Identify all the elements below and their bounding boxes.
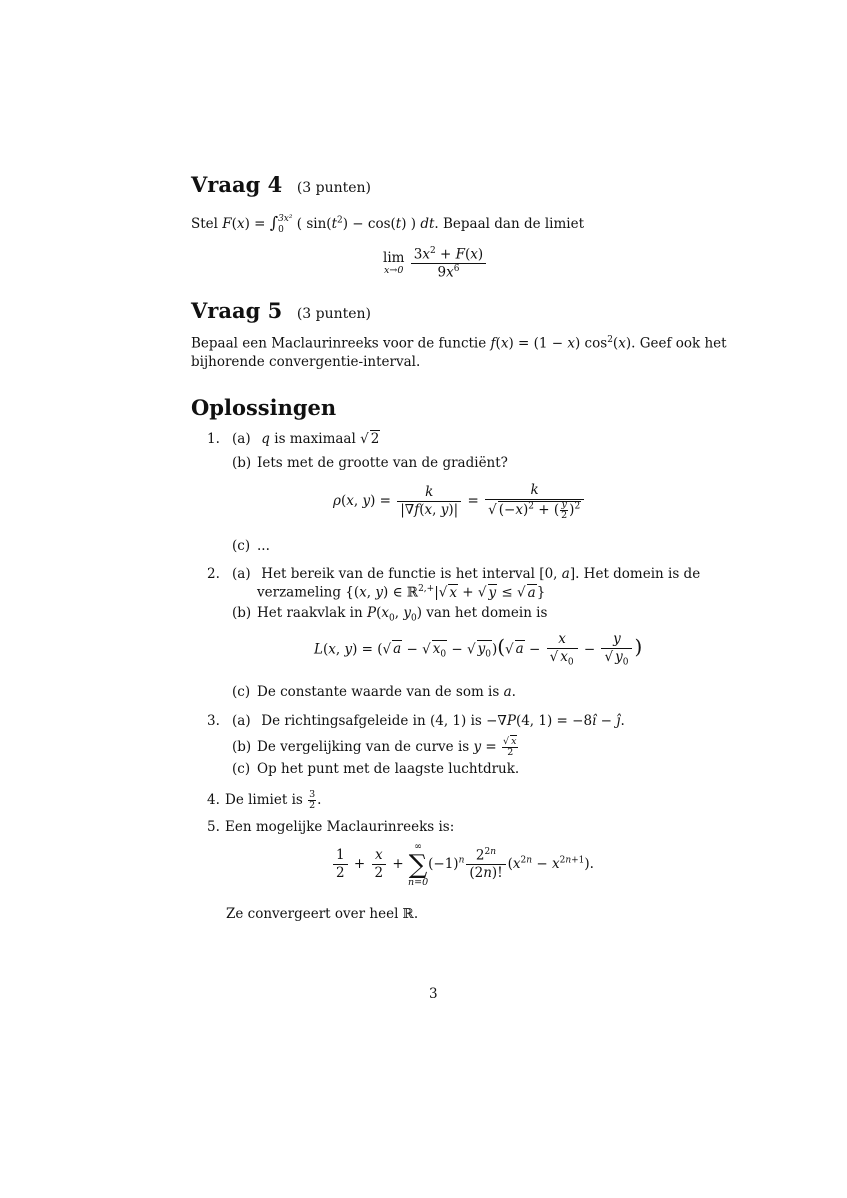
solution-5-conclusion: Ze convergeert over heel ℝ.: [226, 906, 419, 922]
question-5-text-line-2: bijhorende convergentie-interval.: [191, 354, 421, 370]
page-number: 3: [429, 986, 438, 1002]
question-4-limit-formula: lim x→0 $\frac{3x^2 + F(x)}{9x^6}$: [383, 246, 488, 282]
solution-2-b: (b) Het raakvlak in $P(x_0$, $y_0$) van het domein is: [232, 605, 548, 624]
solution-3-a: 3. (a) De richtingsafgeleide in (4, 1) is −∇P(4, 1) = −8î − ĵ.: [207, 713, 625, 729]
solution-1-a: 1. (a) q is maximaal √ 2: [207, 431, 380, 447]
solution-2-c: (c) De constante waarde van de som is a.: [232, 684, 516, 700]
solution-3-b: (b) De vergelijking van de curve is y = $\frac{√ x}{2}$: [232, 736, 517, 758]
question-5-heading: Vraag 5 (3 punten): [191, 298, 372, 323]
solution-2-a-line-1: 2. (a) Het bereik van de functie is het interval [0, a]. Het domein is de: [207, 566, 701, 582]
solution-1-c: (c) ...: [232, 538, 270, 554]
solutions-heading: Oplossingen: [191, 395, 337, 420]
solution-4: 4. De limiet is $\frac{3}{2}$ .: [207, 789, 322, 811]
question-4-intro: Stel F(x) = ∫ 3x² 0 ( $\sin(t^2) - \cos(t)$ ) dt. Bepaal dan de limiet: [191, 213, 585, 235]
solution-1-b-formula: ρ(x, y) = $\frac{k}{|\nabla f(x, y)|}$ = k √ $(-x)^2$ + ( $\frac{y}{2}$ )$^2$: [333, 482, 586, 521]
solution-5: 5. Een mogelijke Maclaurinreeks is:: [207, 819, 455, 835]
solution-2-b-formula: L(x, y) = (√ a − √ $x_0$ − √ $y_0)(√$ a − $\frac{x}{√ x_0}$ − $\frac{y}{√ y_0}$ ): [314, 631, 643, 668]
solution-2-a-line-2: verzameling {(x, y) ∈ ℝ$^{2,+}$|√ x + √ y ≤ √ a}: [257, 584, 546, 601]
solution-5-series-formula: $\frac{1}{2}$ + $\frac{x}{2}$ + ∞ ∑ n=0 $(-1)^n$ $\frac{2^{2n}}{(2n)!}$ $(x^{2n} - x^{2n+1})$.: [331, 842, 594, 887]
question-4-heading: Vraag 4 (3 punten): [191, 172, 372, 197]
solution-3-c: (c) Op het punt met de laagste luchtdruk.: [232, 761, 520, 777]
solution-1-b: (b) Iets met de grootte van de gradiënt?: [232, 455, 508, 471]
question-5-text-line-1: Bepaal een Maclaurinreeks voor de functie f(x) = (1 − x) $\cos^2(x)$. Geef ook het: [191, 335, 727, 352]
